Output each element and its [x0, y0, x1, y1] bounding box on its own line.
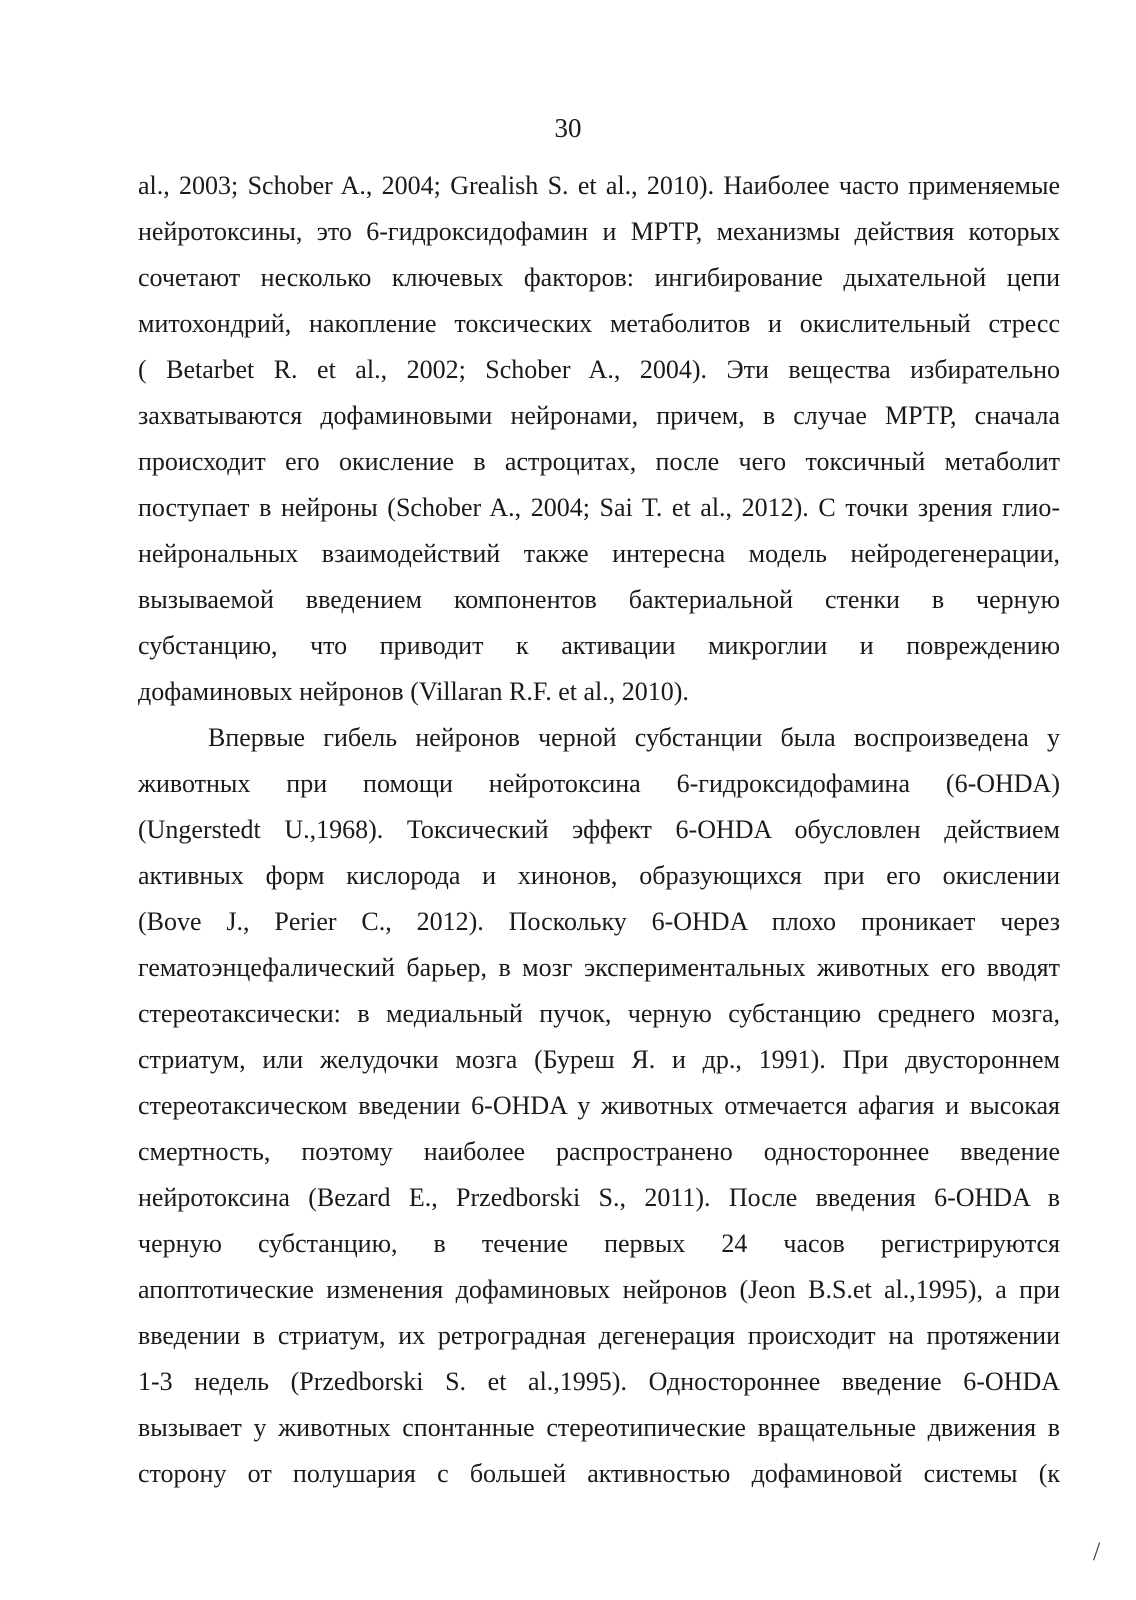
text-line: субстанцию, что приводит к активации микроглии и повреждению: [138, 631, 1060, 660]
paragraph-2: [138, 715, 1060, 1497]
text-line: al., 2003; Schober A., 2004; Grealish S. et al., 2010). Наиболее часто применяемые: [138, 171, 1060, 200]
paragraph-1: [138, 163, 1060, 715]
body-text: [138, 163, 1060, 1497]
text-line: митохондрий, накопление токсических метаболитов и окислительный стресс: [138, 309, 1060, 338]
text-line: нейротоксины, это 6-гидроксидофамин и МРТР, механизмы действия которых: [138, 217, 1060, 246]
text-line: (Bove J., Perier C., 2012). Поскольку 6-OHDA плохо проникает через: [138, 907, 1060, 936]
text-line: Впервые гибель нейронов черной субстанции была воспроизведена у: [208, 723, 1060, 752]
text-line: сочетают несколько ключевых факторов: ингибирование дыхательной цепи: [138, 263, 1060, 292]
text-line: 1-3 недель (Przedborski S. et al.,1995). Одностороннее введение 6-OHDA: [138, 1367, 1060, 1396]
text-line: черную субстанцию, в течение первых 24 часов регистрируются: [138, 1229, 1060, 1258]
text-line: вызывает у животных спонтанные стереотипические вращательные движения в: [138, 1413, 1060, 1442]
text-line: гематоэнцефалический барьер, в мозг экспериментальных животных его вводят: [138, 953, 1060, 982]
text-line: активных форм кислорода и хинонов, образующихся при его окислении: [138, 861, 1060, 890]
text-line: захватываются дофаминовыми нейронами, причем, в случае МРТР, сначала: [138, 401, 1060, 430]
text-line: происходит его окисление в астроцитах, после чего токсичный метаболит: [138, 447, 1060, 476]
text-line: апоптотические изменения дофаминовых нейронов (Jeon B.S.et al.,1995), а при: [138, 1275, 1060, 1304]
text-line: стриатум, или желудочки мозга (Буреш Я. и др., 1991). При двустороннем: [138, 1045, 1060, 1074]
text-line: нейрональных взаимодействий также интересна модель нейродегенерации,: [138, 539, 1060, 568]
text-line: (Ungerstedt U.,1968). Токсический эффект 6-OHDA обусловлен действием: [138, 815, 1060, 844]
text-line: стереотаксическом введении 6-OHDA у животных отмечается афагия и высокая: [138, 1091, 1060, 1120]
text-line: смертность, поэтому наиболее распространено одностороннее введение: [138, 1137, 1060, 1166]
text-line: ( Betarbet R. et al., 2002; Schober A., 2004). Эти вещества избирательно: [138, 355, 1060, 384]
page-number: 30: [554, 113, 582, 143]
text-line: дофаминовых нейронов (Villaran R.F. et al., 2010).: [138, 677, 689, 706]
text-line: животных при помощи нейротоксина 6-гидроксидофамина (6-OHDA): [138, 769, 1060, 798]
text-line: стереотаксически: в медиальный пучок, черную субстанцию среднего мозга,: [138, 999, 1060, 1028]
text-line: сторону от полушария с большей активностью дофаминовой системы (к: [138, 1459, 1060, 1488]
text-line: вызываемой введением компонентов бактериальной стенки в черную: [138, 585, 1060, 614]
text-line: нейротоксина (Bezard E., Przedborski S., 2011). После введения 6-OHDA в: [138, 1183, 1060, 1212]
text-line: введении в стриатум, их ретроградная дегенерация происходит на протяжении: [138, 1321, 1060, 1350]
margin-mark: /: [1093, 1537, 1101, 1566]
text-line: поступает в нейроны (Schober A., 2004; Sai T. et al., 2012). С точки зрения глио-: [138, 493, 1060, 522]
